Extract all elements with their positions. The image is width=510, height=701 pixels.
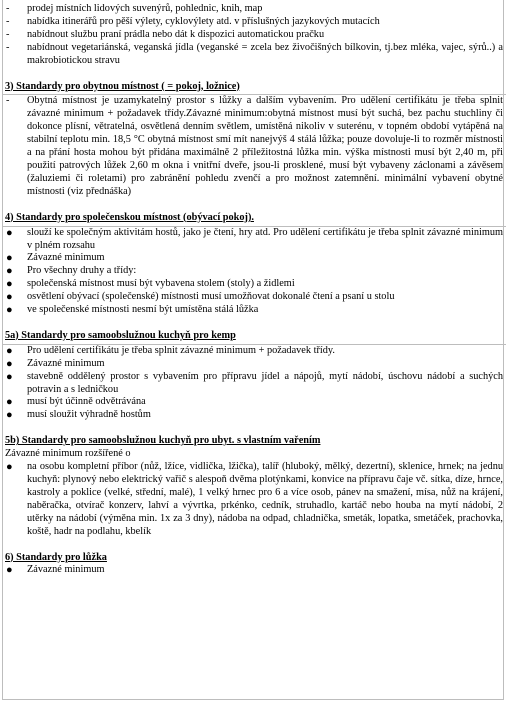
section-heading: 5a) Standardy pro samoobslužnou kuchyň pro kemp: [5, 329, 236, 341]
bullet-icon: ●: [6, 357, 13, 370]
list-item: ● musí sloužit výhradně hostům: [6, 409, 151, 422]
list-item: ● musí být účinně odvětrávána: [6, 396, 146, 409]
bullet-icon: ●: [6, 291, 13, 304]
section-heading: 4) Standardy pro společenskou místnost (obývací pokoj).: [5, 211, 254, 223]
bullet-icon: ●: [6, 344, 13, 357]
list-item: ● Závazné minimum: [6, 357, 105, 370]
list-item: ● Závazné minimum: [6, 252, 105, 265]
list-item: - Obytná místnost je uzamykatelný prostor s lůžky a dalším vybavením. Pro udělení certifikátu je třeba splnit závazné minimum + požadavek třídy.Závazné minimum:obytná místnost musí být suchá, bez pachu stuchliny či dokonce plísní, větratelná, osvětlená denním světlem, umístěná nikoliv v suterénu, v topném období vytápěná na stabilní teplotu min. 18,5 °C obytná místnost smí mít nanejvýš 4 stálá lůžka; pouze dovoluje-li to rozměr místnosti a na přání hosta mohou být přidána maximálně 2 příležitostná lůžka min. výška místnosti musí být 2,40 m, při použití patrových lůžek 2,60 m okna i vnitřní dveře, jsou-li prosklené, musí být vybaveny záclonami a závěsem (žaluziemi či roletami) pro zabránění pohledu zvenčí a pro možnost zatemnění. minimální vybavení obytné místnosti (viz přednáška): [6, 95, 503, 197]
bullet-icon: ●: [6, 252, 13, 265]
list-item: ● stavebně oddělený prostor s vybavením pro přípravu jídel a nápojů, mytí nádobí, úschovu nádobí a suchých potravin a s ledničkou: [6, 370, 503, 395]
bullet-icon: ●: [6, 370, 13, 383]
list-item: ● společenská místnost musí být vybavena stolem (stoly) a židlemi: [6, 278, 295, 291]
list-item: - prodej místních lidových suvenýrů, pohlednic, knih, map: [6, 3, 263, 14]
list-item: ● Závazné minimum: [6, 564, 105, 577]
list-item: ● na osobu kompletní příbor (nůž, lžíce, vidlička, lžička), talíř (hluboký, mělký, dezertní), sklenice, hrnek; na jednu kuchyň: plynový nebo elektrický vařič s alespoň dvěma plotýnkami, konvice na přípravu čaje vč. sítka, díze, hrnce, kastroly a poklice (velké, střední, malé), 1 velký hrnec pro 6 a více osob, pánev na smažení, mísa, nůž na krájení, naběračka, otvírač konzerv, lahví a vývrtka, prkénko, cedník, struhadlo, kartáč nebo houba na mytí nádobí, 2 utěrky na nádobí (výměna min. 1x za 3 dny), nádoba na odpad, chladnička, smeták, lopatka, smetáček, prachovka, koště, hadr na podlahu, kbelík: [6, 461, 503, 537]
list-item: ● Pro udělení certifikátu je třeba splnit závazné minimum + požadavek třídy.: [6, 344, 335, 357]
section-subtitle: Závazné minimum rozšířené o: [5, 448, 131, 460]
section-heading: 3) Standardy pro obytnou místnost ( = pokoj, ložnice): [5, 80, 240, 92]
list-item: ● slouží ke společným aktivitám hostů, jako je čtení, hry atd. Pro udělení certifikátu je třeba splnit závazné minimum v plném rozsahu: [6, 226, 503, 251]
list-item: - nabídnout vegetariánská, veganská jídla (veganské = zcela bez živočišných bílkovin, tj.bez mléka, vajec, sýrů..) a makrobiotickou stravu: [6, 41, 503, 66]
list-item: ● ve společenské místnosti nesmí být umístěna stálá lůžka: [6, 304, 259, 317]
bullet-icon: ●: [6, 564, 13, 577]
list-item: ● osvětlení obývací (společenské) místnosti musí umožňovat dokonalé čtení a psaní u stolu: [6, 291, 395, 304]
bullet-icon: ●: [6, 396, 13, 409]
list-item: - nabídnout službu praní prádla nebo dát k dispozici automatickou pračku: [6, 28, 325, 40]
bullet-icon: ●: [6, 226, 13, 239]
section-heading: 5b) Standardy pro samoobslužnou kuchyň pro ubyt. s vlastním vařením: [5, 435, 321, 447]
document-content: [5, 3, 503, 577]
bullet-icon: ●: [6, 409, 13, 422]
bullet-icon: ●: [6, 461, 13, 474]
bullet-icon: ●: [6, 278, 13, 291]
list-item: - nabídka itinerářů pro pěší výlety, cyklovýlety atd. v příslušných jazykových mutacích: [6, 15, 380, 27]
bullet-icon: ●: [6, 265, 13, 278]
bullet-icon: ●: [6, 304, 13, 317]
section-heading: 6) Standardy pro lůžka: [5, 551, 107, 563]
list-item: ● Pro všechny druhy a třídy:: [6, 265, 137, 278]
